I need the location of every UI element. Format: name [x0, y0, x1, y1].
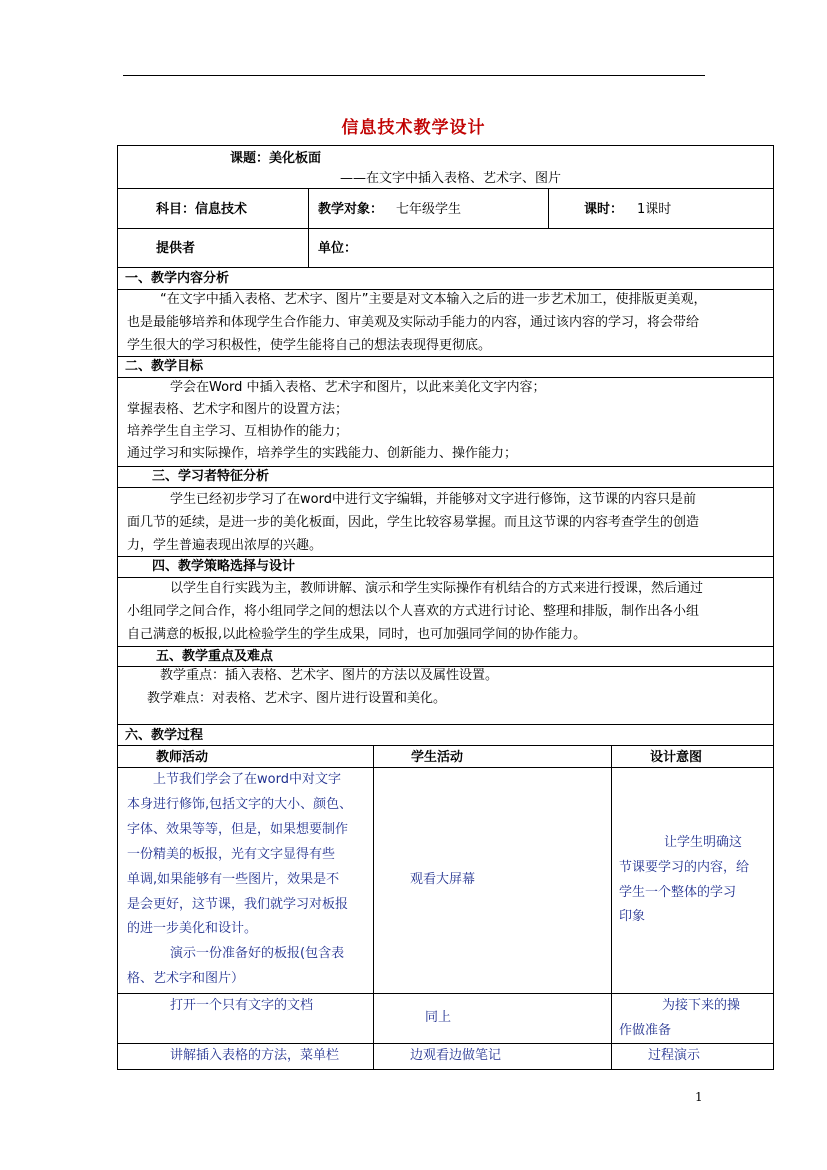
teacher-line: 是会更好，这节课，我们就学习对板报 [127, 897, 349, 912]
student-cell: 观看大屏幕 [410, 872, 476, 887]
teacher-line: 格、艺术字和图片） [127, 971, 245, 986]
row-divider [117, 724, 774, 725]
topic-subtitle: ——在文字中插入表格、艺术字、图片 [340, 171, 562, 186]
row-divider [117, 745, 774, 746]
col-divider [548, 188, 549, 228]
teacher-line: 单调,如果能够有一些图片，效果是不 [127, 872, 340, 887]
section-1-title: 一、教学内容分析 [125, 271, 230, 286]
row-divider [117, 487, 774, 488]
teacher-line: 演示一份准备好的板报(包含表 [170, 946, 345, 961]
col-divider [373, 745, 374, 1070]
section-4-title: 四、教学策略选择与设计 [152, 559, 296, 574]
teacher-line: 一份精美的板报，光有文字显得有些 [127, 847, 336, 862]
intent-line: 过程演示 [648, 1048, 701, 1063]
row-divider [117, 356, 774, 357]
section-3-line: 力，学生普遍表现出浓厚的兴趣。 [127, 538, 323, 553]
section-4-line: 自己满意的板报,以此检验学生的学生成果，同时，也可加强同学间的协作能力。 [127, 627, 587, 642]
row-divider [117, 377, 774, 378]
row-divider [117, 646, 774, 647]
row-divider [117, 466, 774, 467]
section-3-line: 学生已经初步学习了在word中进行文字编辑，并能够对文字进行修饰，这节课的内容只是前 [170, 492, 696, 507]
section-5-title: 五、教学重点及难点 [156, 649, 274, 664]
section-2-line: 培养学生自主学习、互相协作的能力； [127, 424, 349, 439]
header-intent: 设计意图 [650, 750, 703, 765]
provider-cell: 提供者 [156, 241, 196, 256]
row-divider [117, 556, 774, 557]
row-divider [117, 289, 774, 290]
header-student: 学生活动 [411, 750, 464, 765]
header-teacher: 教师活动 [156, 750, 209, 765]
section-1-line: “在文字中插入表格、艺术字、图片”主要是对文本输入之后的进一步艺术加工，使排版更美观， [160, 292, 707, 307]
hours-value: 1课时 [637, 202, 672, 217]
section-2-title: 二、教学目标 [125, 359, 204, 374]
student-cell: 同上 [425, 1010, 452, 1025]
teacher-line: 字体、效果等等，但是，如果想要制作 [127, 822, 349, 837]
intent-line: 学生一个整体的学习 [619, 885, 737, 900]
teacher-line: 的进一步美化和设计。 [127, 921, 258, 936]
target-label: 教学对象： [318, 202, 384, 217]
teacher-line: 讲解插入表格的方法，菜单栏 [170, 1048, 340, 1063]
teacher-line: 本身进行修饰,包括文字的大小、颜色、 [127, 797, 353, 812]
row-divider [117, 767, 774, 768]
row-divider [117, 228, 774, 229]
section-3-line: 面几节的延续，是进一步的美化板面，因此，学生比较容易掌握。而且这节课的内容考查学生的创造 [127, 515, 700, 530]
subject-cell: 科目：信息技术 [156, 202, 248, 217]
section-1-line: 学生很大的学习积极性，使学生能将自己的想法表现得更彻底。 [127, 338, 492, 353]
row-divider [117, 577, 774, 578]
page-number: 1 [695, 1090, 703, 1104]
section-2-line: 掌握表格、艺术字和图片的设置方法； [127, 402, 349, 417]
intent-line: 让学生明确这 [664, 835, 743, 850]
section-6-title: 六、教学过程 [125, 728, 204, 743]
section-4-line: 小组同学之间合作，将小组同学之间的想法以个人喜欢的方式进行讨论、整理和排版，制作出各小组 [127, 604, 700, 619]
section-5-line: 教学重点：插入表格、艺术字、图片的方法以及属性设置。 [160, 668, 499, 683]
teacher-line: 上节我们学会了在word中对文字 [153, 772, 341, 787]
target-value: 七年级学生 [396, 202, 462, 217]
teacher-line: 打开一个只有文字的文档 [170, 998, 314, 1013]
col-divider [611, 745, 612, 1070]
topic-label: 课题：美化板面 [230, 151, 322, 166]
row-divider [117, 267, 774, 268]
student-cell: 边观看边做笔记 [410, 1048, 502, 1063]
section-5-line: 教学难点：对表格、艺术字、图片进行设置和美化。 [147, 691, 447, 706]
section-2-line: 学会在Word 中插入表格、艺术字和图片，以此来美化文字内容； [170, 380, 546, 395]
row-divider [117, 188, 774, 189]
header-rule [123, 75, 705, 76]
row-divider [117, 993, 774, 994]
intent-line: 作做准备 [619, 1023, 672, 1038]
intent-line: 节课要学习的内容，给 [619, 860, 750, 875]
section-2-line: 通过学习和实际操作，培养学生的实践能力、创新能力、操作能力； [127, 446, 518, 461]
document-title: 信息技术教学设计 [341, 118, 486, 138]
intent-line: 印象 [619, 909, 646, 924]
unit-cell: 单位： [318, 241, 358, 256]
section-4-line: 以学生自行实践为主，教师讲解、演示和学生实际操作有机结合的方式来进行授课，然后通过 [170, 581, 704, 596]
section-1-line: 也是最能够培养和体现学生合作能力、审美观及实际动手能力的内容，通过该内容的学习，将会带给 [127, 315, 700, 330]
hours-label: 课时： [584, 202, 624, 217]
row-divider [117, 1043, 774, 1044]
section-3-title: 三、学习者特征分析 [152, 469, 270, 484]
intent-line: 为接下来的操 [662, 998, 741, 1013]
